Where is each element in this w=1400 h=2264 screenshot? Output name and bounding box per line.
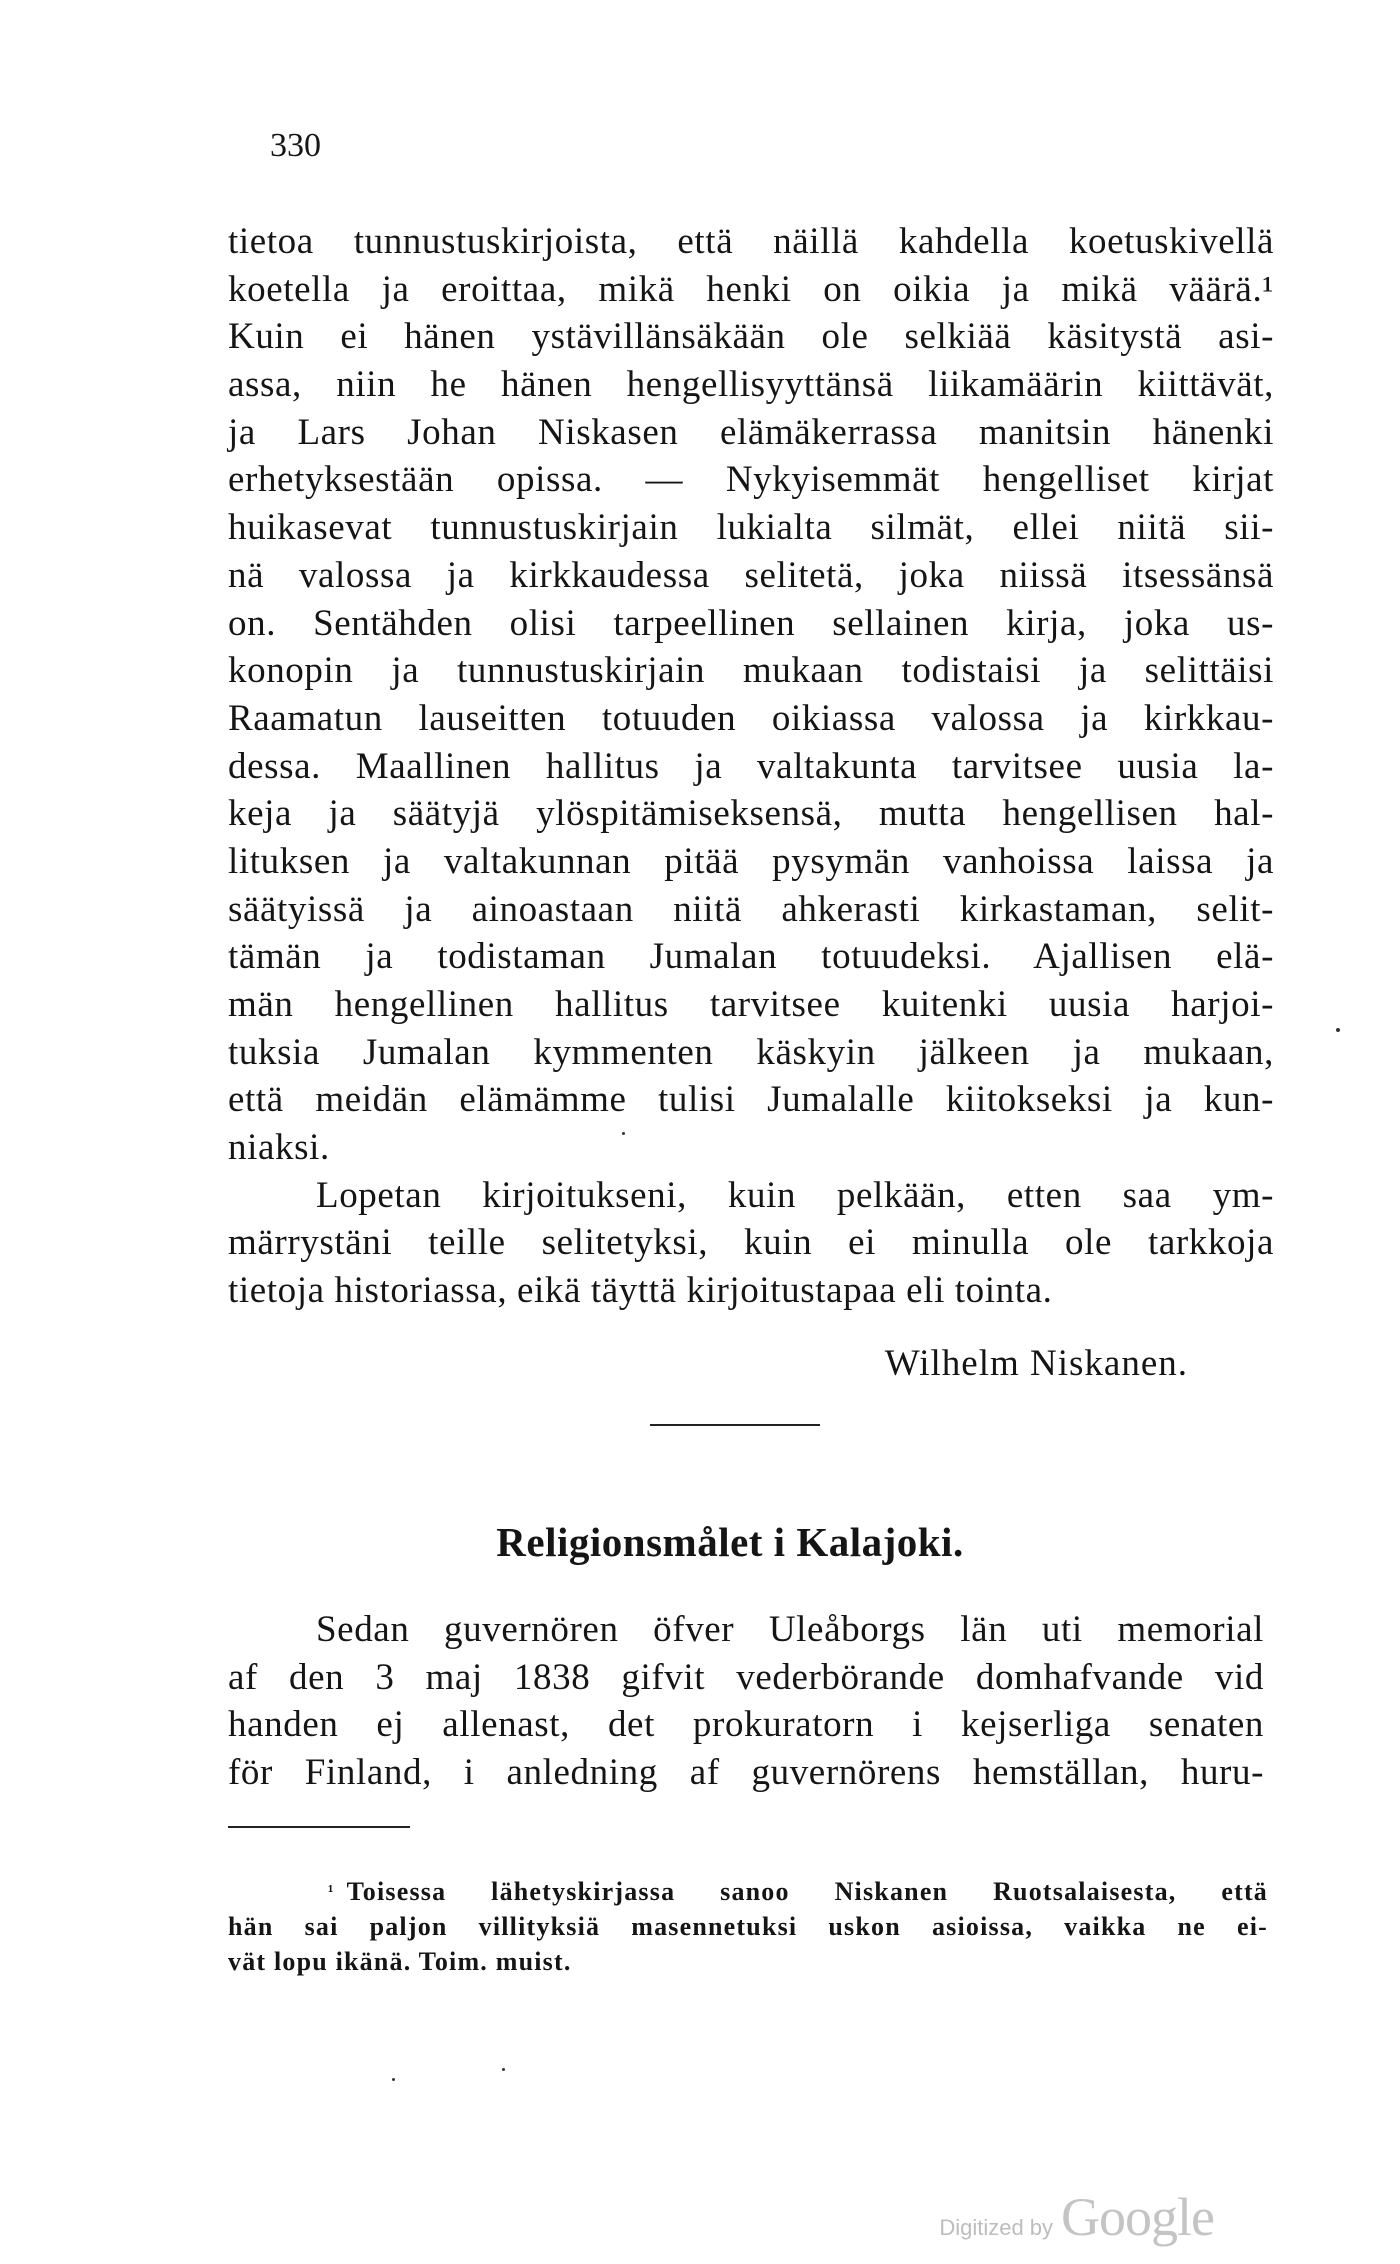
text-line: märrystäni teille selitetyksi, kuin ei minulla ole tarkkoja (228, 1222, 1274, 1264)
footnote-line: vät lopu ikänä. Toim. muist. (228, 1947, 572, 1976)
text-line: dessa. Maallinen hallitus ja valtakunta tarvitsee uusia la- (228, 745, 1274, 787)
text-line: on. Sentähden olisi tarpeellinen sellainen kirja, joka us- (228, 602, 1274, 644)
text-line: tämän ja todistaman Jumalan totuudeksi. Ajallisen elä- (228, 936, 1274, 978)
text-line: Sedan guvernören öfver Uleåborgs län uti memorial (316, 1609, 1264, 1650)
text-line: män hengellinen hallitus tarvitsee kuitenki uusia harjoi- (228, 984, 1274, 1025)
digitized-watermark (939, 2186, 1214, 2248)
text-line: erhetyksestään opissa. — Nykyisemmät hengelliset kirjat (228, 459, 1274, 501)
text-line: nä valossa ja kirkkaudessa selitetä, joka niissä itsessänsä (228, 554, 1274, 596)
section-text (228, 1606, 1264, 1797)
footnote-mark: ¹ (328, 1881, 335, 1901)
text-line: säätyissä ja ainoastaan niitä ahkerasti kirkastaman, selit- (228, 888, 1274, 930)
ink-speck (392, 2078, 395, 2081)
page-number: 330 (270, 127, 321, 164)
text-line: assa, niin he hänen hengellisyyttänsä liikamäärin kiittävät, (228, 364, 1274, 406)
text-line: Lopetan kirjoitukseni, kuin pelkään, etten saa ym- (316, 1174, 1274, 1216)
ink-speck (1336, 1028, 1340, 1032)
text-line: keja ja säätyjä ylöspitämiseksensä, mutta hengellisen hal- (228, 793, 1274, 835)
text-line: huikasevat tunnustuskirjain lukialta silmät, ellei niitä sii- (228, 507, 1274, 549)
watermark-prefix: Digitized by (939, 2215, 1054, 2240)
text-line: lituksen ja valtakunnan pitää pysymän vanhoissa laissa ja (228, 840, 1274, 882)
footnote-line (228, 1874, 1268, 1909)
google-logo: Google (1061, 2187, 1214, 2247)
section-heading: Religionsmålet i Kalajoki. (496, 1519, 964, 1565)
text-line: niaksi. (228, 1127, 330, 1169)
signature: Wilhelm Niskanen. (884, 1343, 1188, 1384)
footnote-rule (228, 1826, 410, 1828)
footnote (228, 1874, 1268, 1979)
text-line: tietoja historiassa, eikä täyttä kirjoitustapaa eli tointa. (228, 1270, 1053, 1312)
ink-speck (502, 2068, 505, 2071)
text-line: handen ej allenast, det prokuratorn i kejserliga senaten (228, 1704, 1264, 1746)
footnote-line: hän sai paljon villityksiä masennetuksi uskon asioissa, vaikka ne ei- (228, 1912, 1268, 1941)
text-line: Kuin ei hänen ystävillänsäkään ole selkiää käsitystä asi- (228, 316, 1274, 358)
section-divider (650, 1424, 820, 1426)
footnote-line-text: Toisessa lähetyskirjassa sanoo Niskanen Ruotsalaisesta, että (346, 1877, 1268, 1906)
text-line: ja Lars Johan Niskasen elämäkerrassa manitsin hänenki (228, 411, 1274, 453)
text-line: että meidän elämämme tulisi Jumalalle kiitokseksi ja kun- (228, 1079, 1274, 1121)
text-line: koetella ja eroittaa, mikä henki on oikia ja mikä väärä.¹ (228, 268, 1274, 310)
text-line: Raamatun lauseitten totuuden oikiassa valossa ja kirkkau- (228, 697, 1274, 739)
main-text (228, 218, 1274, 1315)
text-line: tuksia Jumalan kymmenten käskyin jälkeen ja mukaan, (228, 1031, 1274, 1073)
text-line: konopin ja tunnustuskirjain mukaan todistaisi ja selittäisi (228, 650, 1274, 692)
ink-speck (622, 1132, 625, 1135)
text-line: tietoa tunnustuskirjoista, että näillä kahdella koetuskivellä (228, 221, 1274, 262)
text-line: för Finland, i anledning af guvernörens hemställan, huru- (228, 1752, 1264, 1794)
text-line: af den 3 maj 1838 gifvit vederbörande domhafvande vid (228, 1656, 1264, 1698)
